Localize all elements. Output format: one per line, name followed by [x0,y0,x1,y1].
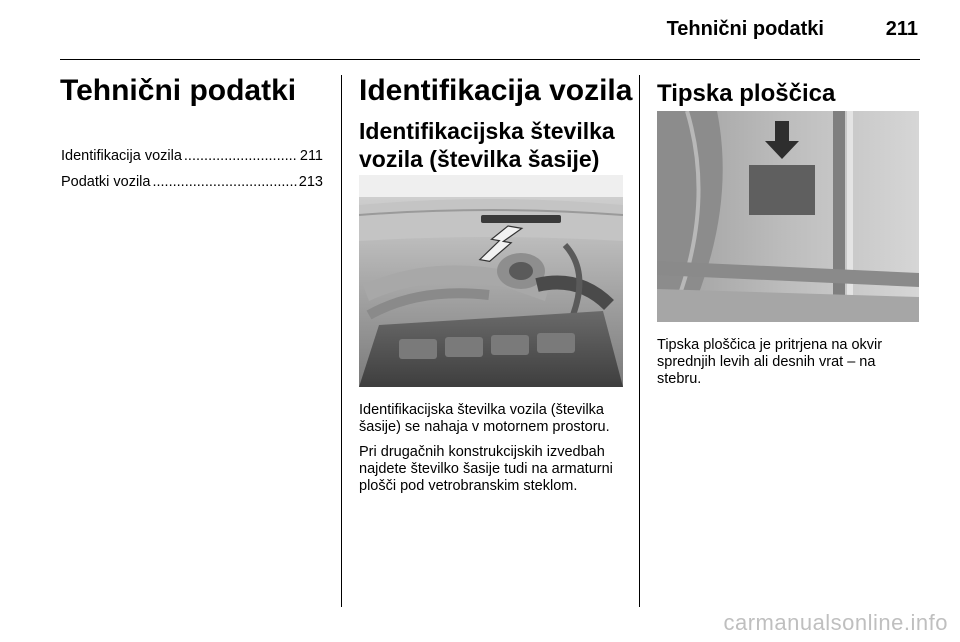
door-pillar-photo [657,111,919,322]
section-title-identification: Identifikacija vozila [359,74,633,107]
toc-entry-page: 213 [298,174,323,190]
toc-entry-label: Identifikacija vozila [61,148,182,164]
page-header-title: Tehnični podatki [666,18,824,40]
watermark: carmanualsonline.info [723,610,948,635]
chapter-title: Tehnični podatki [60,74,297,107]
subsection-title-line: Identifikacijska številka [359,118,615,144]
subsection-title-vin [359,117,615,173]
column-divider-2 [639,75,640,607]
toc-leader-dots [184,148,298,164]
toc-entry[interactable] [61,174,323,200]
subsection-title-line: vozila (številka šasije) [359,146,600,172]
section-title-plate: Tipska ploščica [657,80,836,107]
engine-bay-photo [359,175,623,387]
paragraph: Pri drugačnih konstrukcijskih izvedbah najdete številko šasije tudi na armaturni plošči pod vetrobranskim steklom. [359,444,613,494]
plate-text [657,337,919,396]
header-rule [60,59,920,60]
paragraph: Identifikacijska številka vozila (številka šasije) se nahaja v motornem prostoru. [359,402,610,435]
identification-text [359,402,627,503]
table-of-contents [61,148,323,200]
paragraph: Tipska ploščica je pritrjena na okvir sprednjih levih ali desnih vrat – na stebru. [657,337,883,387]
column-divider-1 [341,75,342,607]
toc-entry-page: 211 [299,148,323,164]
toc-leader-dots [152,174,296,190]
page-number: 211 [885,18,918,40]
toc-entry[interactable] [61,148,323,174]
toc-entry-label: Podatki vozila [61,174,151,190]
